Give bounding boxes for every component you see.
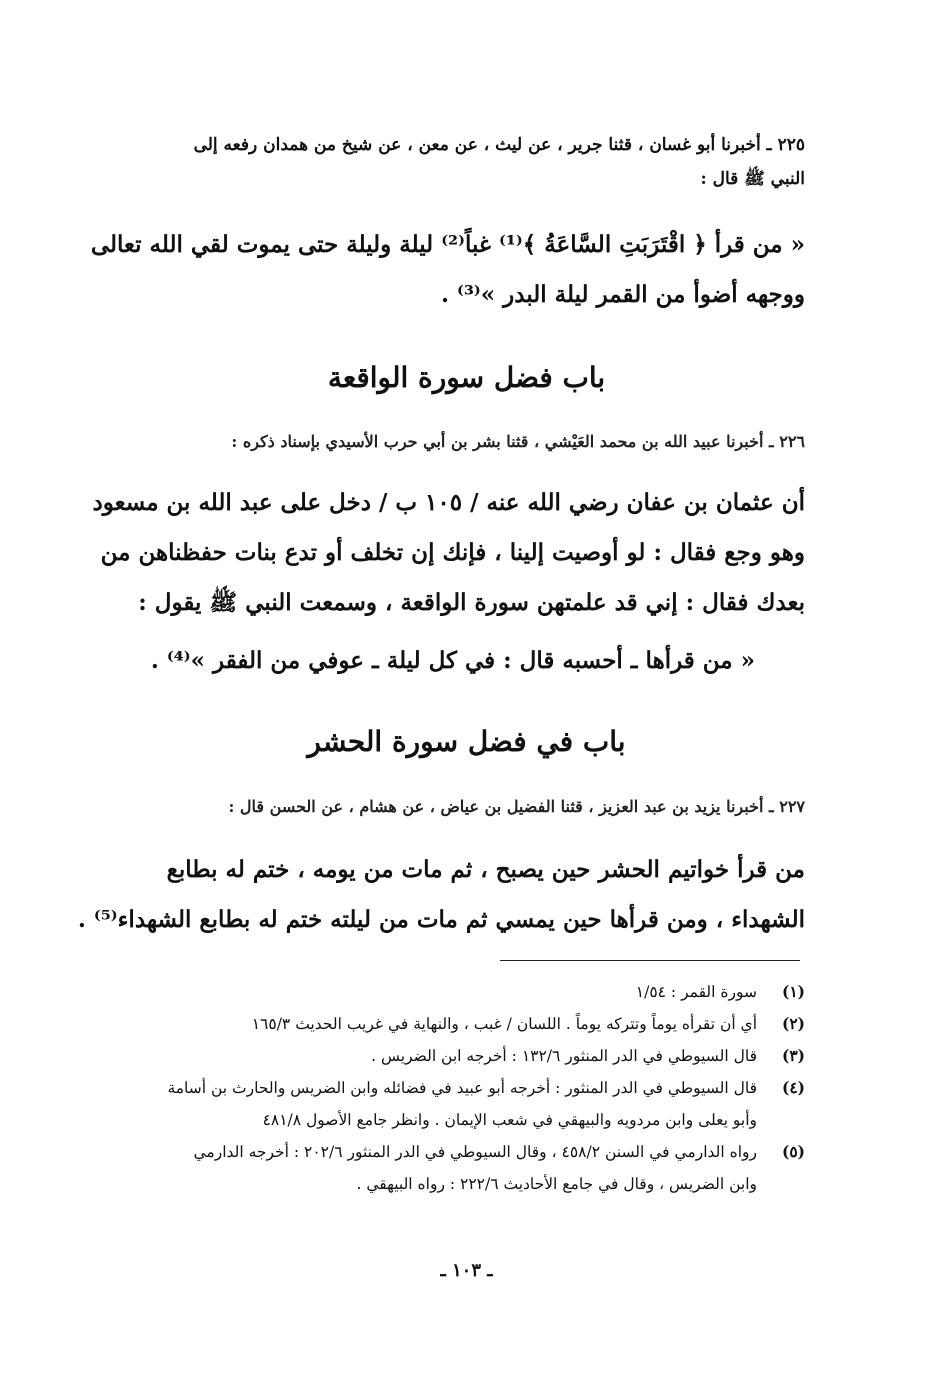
matn-line: وهو وجع فقال : لو أوصيت إلينا ، فإنك إن تخلف أو تدع بنات حفظناهن من: [100, 539, 805, 566]
footnote-number: (٥): [781, 1142, 805, 1161]
matn-line: أن عثمان بن عفان رضي الله عنه / ١٠٥ ب / دخل على عبد الله بن مسعود: [92, 489, 805, 516]
footnote-number: (٤): [781, 1078, 805, 1097]
matn-line: ووجهه أضوأ من القمر ليلة البدر »⁽³⁾ .: [440, 281, 805, 308]
footnote-text: قال السيوطي في الدر المنثور : أخرجه أبو عبيد في فضائله وابن الضريس والحارث بن أسامة: [167, 1079, 757, 1097]
footnote-3: [105, 1040, 805, 1072]
footnote-2: [105, 1008, 805, 1040]
footnote-5: [105, 1136, 805, 1200]
footnote-number: (١): [781, 982, 805, 1001]
matn-line: من قرأ خواتيم الحشر حين يصبح ، ثم مات من يومه ، ختم له بطابع: [166, 856, 805, 883]
hadith-227-matn: [77, 845, 805, 945]
isnad-line: ٢٢٧ ـ أخبرنا يزيد بن عبد العزيز ، قثنا الفضيل بن عياض ، عن هشام ، عن الحسن قال :: [228, 797, 805, 816]
footnote-text: رواه الدارمي في السنن ٤٥٨/٢ ، وقال السيوطي في الدر المنثور ٢٠٢/٦ : أخرجه الدارمي: [193, 1143, 757, 1161]
section-heading-waqia: باب فضل سورة الواقعة: [327, 361, 606, 394]
footnote-number: (٣): [781, 1046, 805, 1065]
matn-line: الشهداء ، ومن قرأها حين يمسي ثم مات من ليلته ختم له بطابع الشهداء⁽⁵⁾ .: [77, 906, 805, 933]
matn-line: بعدك فقال : إني قد علمتهن سورة الواقعة ، وسمعت النبي ﷺ يقول :: [138, 589, 805, 616]
hadith-226-matn: [92, 478, 805, 628]
matn-line: « من قرأ ﴿ اقْتَرَبَتِ السَّاعَةُ ﴾⁽¹⁾ غباً⁽²⁾ ليلة وليلة حتى يموت لقي الله تعالى: [90, 231, 805, 258]
isnad-line: النبي ﷺ قال :: [700, 169, 805, 189]
page-number: ـ ١٠٣ ـ: [440, 1260, 493, 1281]
footnote-text: وأبو يعلى وابن مردويه والبيهقي في شعب الإيمان . وانظر جامع الأصول ٤٨١/٨: [262, 1111, 757, 1129]
footnote-text: قال السيوطي في الدر المنثور ١٣٢/٦ : أخرجه ابن الضريس .: [371, 1047, 757, 1065]
footnotes: [105, 976, 805, 1200]
footnote-text: سورة القمر : ١/٥٤: [635, 983, 757, 1001]
footnote-separator: [500, 960, 800, 961]
hadith-226-quote: [115, 636, 755, 686]
hadith-227-isnad: [105, 792, 805, 822]
footnote-4: [105, 1072, 805, 1136]
hadith-225-isnad: [105, 128, 805, 196]
isnad-line: ٢٢٦ ـ أخبرنا عبيد الله بن محمد العَيْشي ، قثنا بشر بن أبي حرب الأسيدي بإسناد ذكره :: [231, 432, 805, 451]
hadith-225-matn: [90, 220, 805, 320]
hadith-226-isnad: [105, 427, 805, 457]
footnote-text: أي أن تقرأه يوماً وتتركه يوماً . اللسان / غبب ، والنهاية في غريب الحديث ١٦٥/٣: [251, 1015, 757, 1033]
quote-line: « من قرأها ـ أحسبه قال : في كل ليلة ـ عوفي من الفقر »⁽⁴⁾ .: [150, 647, 755, 674]
isnad-line: ٢٢٥ ـ أخبرنا أبو غسان ، قثنا جرير ، عن ليث ، عن معن ، عن شيخ من همدان رفعه إلى: [193, 135, 805, 155]
footnote-number: (٢): [781, 1014, 805, 1033]
section-heading-hashr: باب في فضل سورة الحشر: [307, 725, 626, 758]
footnote-1: [105, 976, 805, 1008]
footnote-text: وابن الضريس ، وقال في جامع الأحاديث ٢٢٢/٦ : رواه البيهقي .: [356, 1175, 757, 1193]
